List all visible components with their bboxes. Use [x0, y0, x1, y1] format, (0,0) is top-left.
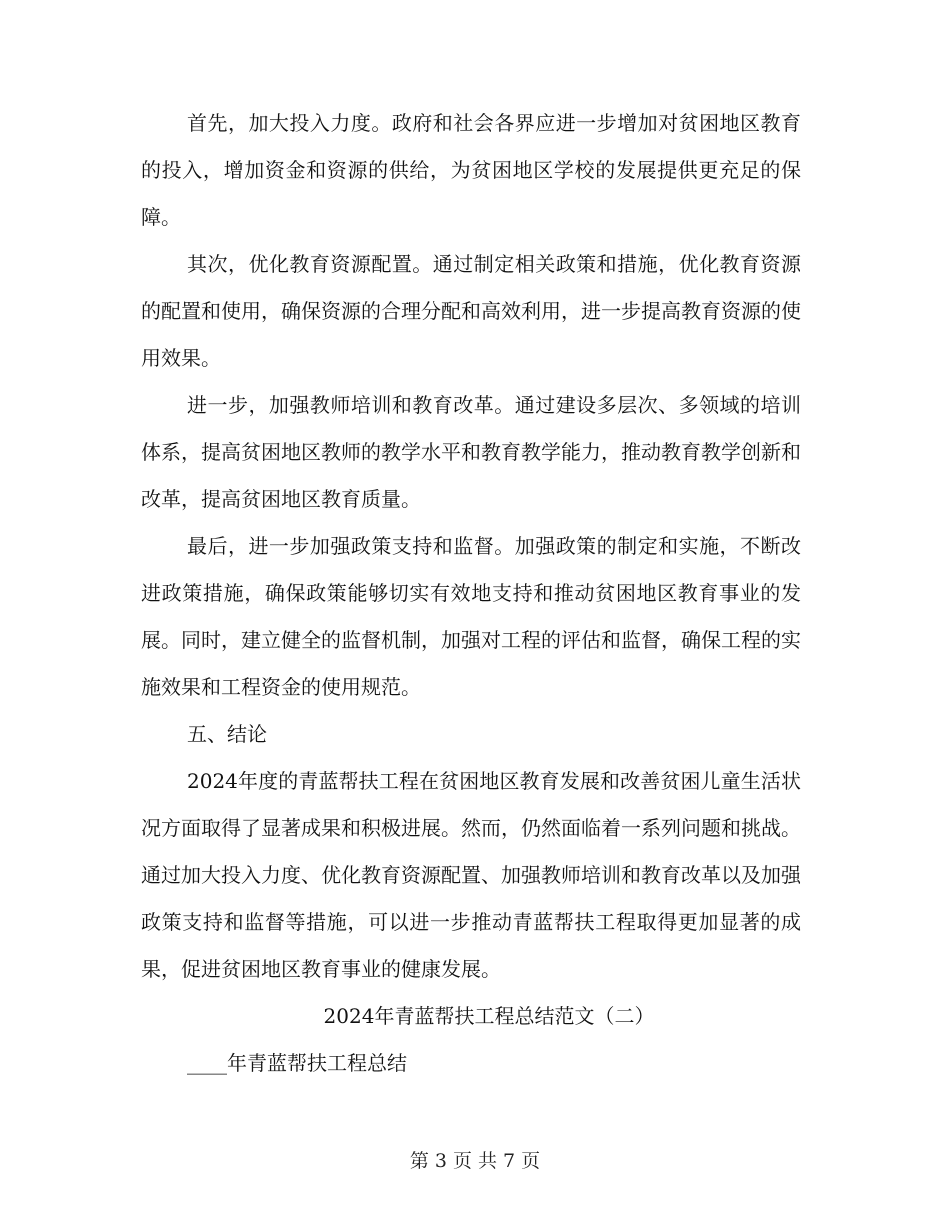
document-body: [141, 100, 801, 1087]
paragraph-investment: 首先，加大投入力度。政府和社会各界应进一步增加对贫困地区教育的投入，增加资金和资源的供给，为贫困地区学校的发展提供更充足的保障。: [141, 111, 801, 229]
paragraph-policy-support: 最后，进一步加强政策支持和监督。加强政策的制定和实施，不断改进政策措施，确保政策能够切实有效地支持和推动贫困地区教育事业的发展。同时，建立健全的监督机制，加强对工程的评估和监督，确保工程的实施效果和工程资金的使用规范。: [141, 534, 801, 699]
paragraph-teacher-training: 进一步，加强教师培训和教育改革。通过建设多层次、多领域的培训体系，提高贫困地区教师的教学水平和教育教学能力，推动教育教学创新和改革，提高贫困地区教育质量。: [141, 393, 801, 511]
section-heading-conclusion: 五、结论: [187, 722, 267, 746]
document-subtitle: ____年青蓝帮扶工程总结: [187, 1051, 407, 1075]
page-footer: 第 3 页 共 7 页: [409, 1150, 541, 1172]
paragraph-conclusion: 2024年度的青蓝帮扶工程在贫困地区教育发展和改善贫困儿童生活状况方面取得了显著成果和积极进展。然而，仍然面临着一系列问题和挑战。通过加大投入力度、优化教育资源配置、加强教师培训和教育改革以及加强政策支持和监督等措施，可以进一步推动青蓝帮扶工程取得更加显著的成果，促进贫困地区教育事业的健康发展。: [141, 769, 801, 981]
paragraph-resource-allocation: 其次，优化教育资源配置。通过制定相关政策和措施，优化教育资源的配置和使用，确保资源的合理分配和高效利用，进一步提高教育资源的使用效果。: [141, 252, 801, 370]
document-title: 2024年青蓝帮扶工程总结范文（二）: [323, 1004, 655, 1028]
